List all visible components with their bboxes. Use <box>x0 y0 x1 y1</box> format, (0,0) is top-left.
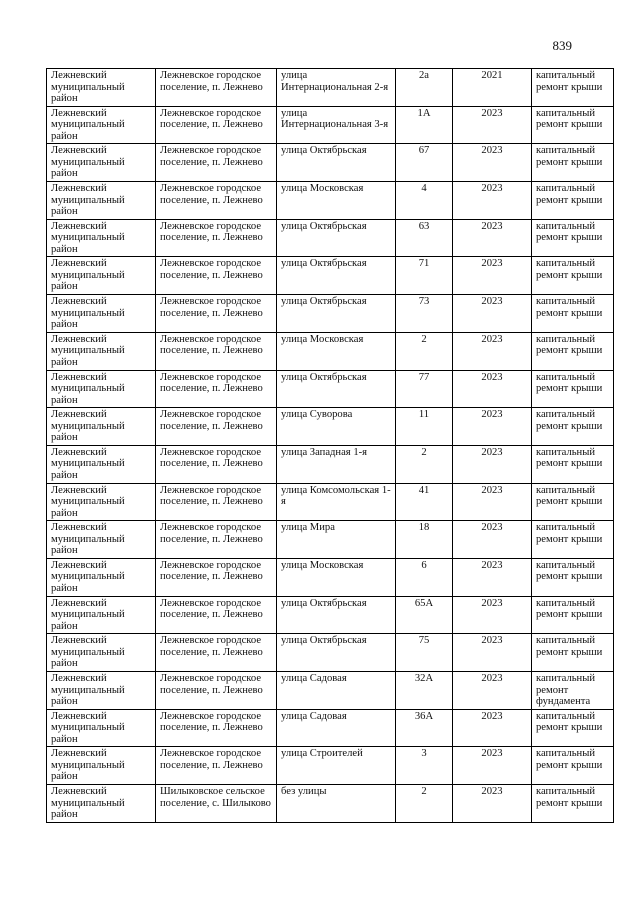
district-cell: Лежневский муниципальный район <box>47 785 156 823</box>
settlement-cell: Лежневское городское поселение, п. Лежнево <box>156 219 277 257</box>
house-number-cell: 6 <box>396 558 453 596</box>
street-cell: улица Комсомольская 1-я <box>277 483 396 521</box>
year-cell: 2023 <box>453 747 532 785</box>
settlement-cell: Лежневское городское поселение, п. Лежнево <box>156 445 277 483</box>
work-type-cell: капитальный ремонт крыши <box>532 332 614 370</box>
district-cell: Лежневский муниципальный район <box>47 596 156 634</box>
table-row <box>47 634 614 672</box>
work-type-cell: капитальный ремонт крыши <box>532 106 614 144</box>
work-type-cell: капитальный ремонт крыши <box>532 295 614 333</box>
district-cell: Лежневский муниципальный район <box>47 747 156 785</box>
table-row <box>47 332 614 370</box>
house-number-cell: 67 <box>396 144 453 182</box>
work-type-cell: капитальный ремонт крыши <box>532 483 614 521</box>
district-cell: Лежневский муниципальный район <box>47 370 156 408</box>
street-cell: улица Октябрьская <box>277 144 396 182</box>
street-cell: улица Мира <box>277 521 396 559</box>
year-cell: 2023 <box>453 558 532 596</box>
settlement-cell: Лежневское городское поселение, п. Лежнево <box>156 558 277 596</box>
street-cell: улица Московская <box>277 332 396 370</box>
house-number-cell: 2 <box>396 785 453 823</box>
settlement-cell: Лежневское городское поселение, п. Лежнево <box>156 747 277 785</box>
table-row <box>47 408 614 446</box>
table-row <box>47 295 614 333</box>
district-cell: Лежневский муниципальный район <box>47 332 156 370</box>
district-cell: Лежневский муниципальный район <box>47 106 156 144</box>
house-number-cell: 18 <box>396 521 453 559</box>
street-cell: улица Садовая <box>277 672 396 710</box>
table-row <box>47 106 614 144</box>
year-cell: 2023 <box>453 785 532 823</box>
street-cell: улица Октябрьская <box>277 370 396 408</box>
district-cell: Лежневский муниципальный район <box>47 521 156 559</box>
district-cell: Лежневский муниципальный район <box>47 295 156 333</box>
year-cell: 2023 <box>453 596 532 634</box>
district-cell: Лежневский муниципальный район <box>47 709 156 747</box>
street-cell: улица Октябрьская <box>277 257 396 295</box>
table-row <box>47 257 614 295</box>
house-number-cell: 1А <box>396 106 453 144</box>
table-row <box>47 596 614 634</box>
street-cell: улица Октябрьская <box>277 219 396 257</box>
street-cell: улица Московская <box>277 182 396 220</box>
house-number-cell: 71 <box>396 257 453 295</box>
street-cell: улица Интернациональная 3-я <box>277 106 396 144</box>
house-number-cell: 73 <box>396 295 453 333</box>
work-type-cell: капитальный ремонт крыши <box>532 408 614 446</box>
table-row <box>47 785 614 823</box>
settlement-cell: Лежневское городское поселение, п. Лежнево <box>156 182 277 220</box>
year-cell: 2023 <box>453 445 532 483</box>
table-row <box>47 144 614 182</box>
street-cell: улица Октябрьская <box>277 634 396 672</box>
district-cell: Лежневский муниципальный район <box>47 634 156 672</box>
street-cell: улица Западная 1-я <box>277 445 396 483</box>
house-number-cell: 11 <box>396 408 453 446</box>
work-type-cell: капитальный ремонт крыши <box>532 634 614 672</box>
settlement-cell: Лежневское городское поселение, п. Лежнево <box>156 408 277 446</box>
settlement-cell: Лежневское городское поселение, п. Лежнево <box>156 257 277 295</box>
year-cell: 2023 <box>453 521 532 559</box>
settlement-cell: Лежневское городское поселение, п. Лежнево <box>156 106 277 144</box>
settlement-cell: Лежневское городское поселение, п. Лежнево <box>156 596 277 634</box>
house-number-cell: 63 <box>396 219 453 257</box>
year-cell: 2023 <box>453 219 532 257</box>
year-cell: 2023 <box>453 257 532 295</box>
table-row <box>47 483 614 521</box>
table-row <box>47 370 614 408</box>
work-type-cell: капитальный ремонт крыши <box>532 445 614 483</box>
street-cell: улица Строителей <box>277 747 396 785</box>
table-row <box>47 219 614 257</box>
house-number-cell: 41 <box>396 483 453 521</box>
house-number-cell: 4 <box>396 182 453 220</box>
street-cell: без улицы <box>277 785 396 823</box>
street-cell: улица Октябрьская <box>277 596 396 634</box>
house-number-cell: 2 <box>396 445 453 483</box>
year-cell: 2023 <box>453 672 532 710</box>
house-number-cell: 2а <box>396 69 453 107</box>
settlement-cell: Лежневское городское поселение, п. Лежнево <box>156 69 277 107</box>
table-row <box>47 672 614 710</box>
year-cell: 2023 <box>453 709 532 747</box>
district-cell: Лежневский муниципальный район <box>47 144 156 182</box>
work-type-cell: капитальный ремонт крыши <box>532 219 614 257</box>
settlement-cell: Лежневское городское поселение, п. Лежнево <box>156 521 277 559</box>
district-cell: Лежневский муниципальный район <box>47 672 156 710</box>
house-number-cell: 32А <box>396 672 453 710</box>
work-type-cell: капитальный ремонт крыши <box>532 69 614 107</box>
year-cell: 2023 <box>453 106 532 144</box>
district-cell: Лежневский муниципальный район <box>47 558 156 596</box>
district-cell: Лежневский муниципальный район <box>47 408 156 446</box>
house-number-cell: 75 <box>396 634 453 672</box>
district-cell: Лежневский муниципальный район <box>47 219 156 257</box>
district-cell: Лежневский муниципальный район <box>47 445 156 483</box>
work-type-cell: капитальный ремонт крыши <box>532 144 614 182</box>
table-row <box>47 445 614 483</box>
street-cell: улица Интернациональная 2-я <box>277 69 396 107</box>
year-cell: 2023 <box>453 370 532 408</box>
street-cell: улица Октябрьская <box>277 295 396 333</box>
settlement-cell: Лежневское городское поселение, п. Лежнево <box>156 634 277 672</box>
work-type-cell: капитальный ремонт крыши <box>532 709 614 747</box>
work-type-cell: капитальный ремонт крыши <box>532 370 614 408</box>
work-type-cell: капитальный ремонт крыши <box>532 747 614 785</box>
work-type-cell: капитальный ремонт крыши <box>532 558 614 596</box>
work-type-cell: капитальный ремонт крыши <box>532 521 614 559</box>
settlement-cell: Лежневское городское поселение, п. Лежнево <box>156 370 277 408</box>
work-type-cell: капитальный ремонт фундамента <box>532 672 614 710</box>
year-cell: 2023 <box>453 332 532 370</box>
street-cell: улица Московская <box>277 558 396 596</box>
year-cell: 2023 <box>453 634 532 672</box>
table-row <box>47 709 614 747</box>
house-number-cell: 77 <box>396 370 453 408</box>
year-cell: 2023 <box>453 408 532 446</box>
year-cell: 2023 <box>453 483 532 521</box>
table-body <box>47 69 614 823</box>
table-row <box>47 521 614 559</box>
work-type-cell: капитальный ремонт крыши <box>532 785 614 823</box>
district-cell: Лежневский муниципальный район <box>47 69 156 107</box>
street-cell: улица Садовая <box>277 709 396 747</box>
settlement-cell: Лежневское городское поселение, п. Лежнево <box>156 295 277 333</box>
settlement-cell: Лежневское городское поселение, п. Лежнево <box>156 709 277 747</box>
table-row <box>47 747 614 785</box>
house-number-cell: 36А <box>396 709 453 747</box>
housing-repair-table <box>46 68 614 823</box>
page-number: 839 <box>552 38 572 53</box>
settlement-cell: Лежневское городское поселение, п. Лежнево <box>156 483 277 521</box>
work-type-cell: капитальный ремонт крыши <box>532 257 614 295</box>
settlement-cell: Лежневское городское поселение, п. Лежнево <box>156 144 277 182</box>
settlement-cell: Шилыковское сельское поселение, с. Шилыково <box>156 785 277 823</box>
table-row <box>47 182 614 220</box>
year-cell: 2023 <box>453 182 532 220</box>
settlement-cell: Лежневское городское поселение, п. Лежнево <box>156 672 277 710</box>
house-number-cell: 65А <box>396 596 453 634</box>
table-row <box>47 69 614 107</box>
house-number-cell: 3 <box>396 747 453 785</box>
district-cell: Лежневский муниципальный район <box>47 182 156 220</box>
year-cell: 2023 <box>453 295 532 333</box>
settlement-cell: Лежневское городское поселение, п. Лежнево <box>156 332 277 370</box>
year-cell: 2023 <box>453 144 532 182</box>
house-number-cell: 2 <box>396 332 453 370</box>
street-cell: улица Суворова <box>277 408 396 446</box>
district-cell: Лежневский муниципальный район <box>47 483 156 521</box>
work-type-cell: капитальный ремонт крыши <box>532 182 614 220</box>
table-row <box>47 558 614 596</box>
work-type-cell: капитальный ремонт крыши <box>532 596 614 634</box>
year-cell: 2021 <box>453 69 532 107</box>
district-cell: Лежневский муниципальный район <box>47 257 156 295</box>
